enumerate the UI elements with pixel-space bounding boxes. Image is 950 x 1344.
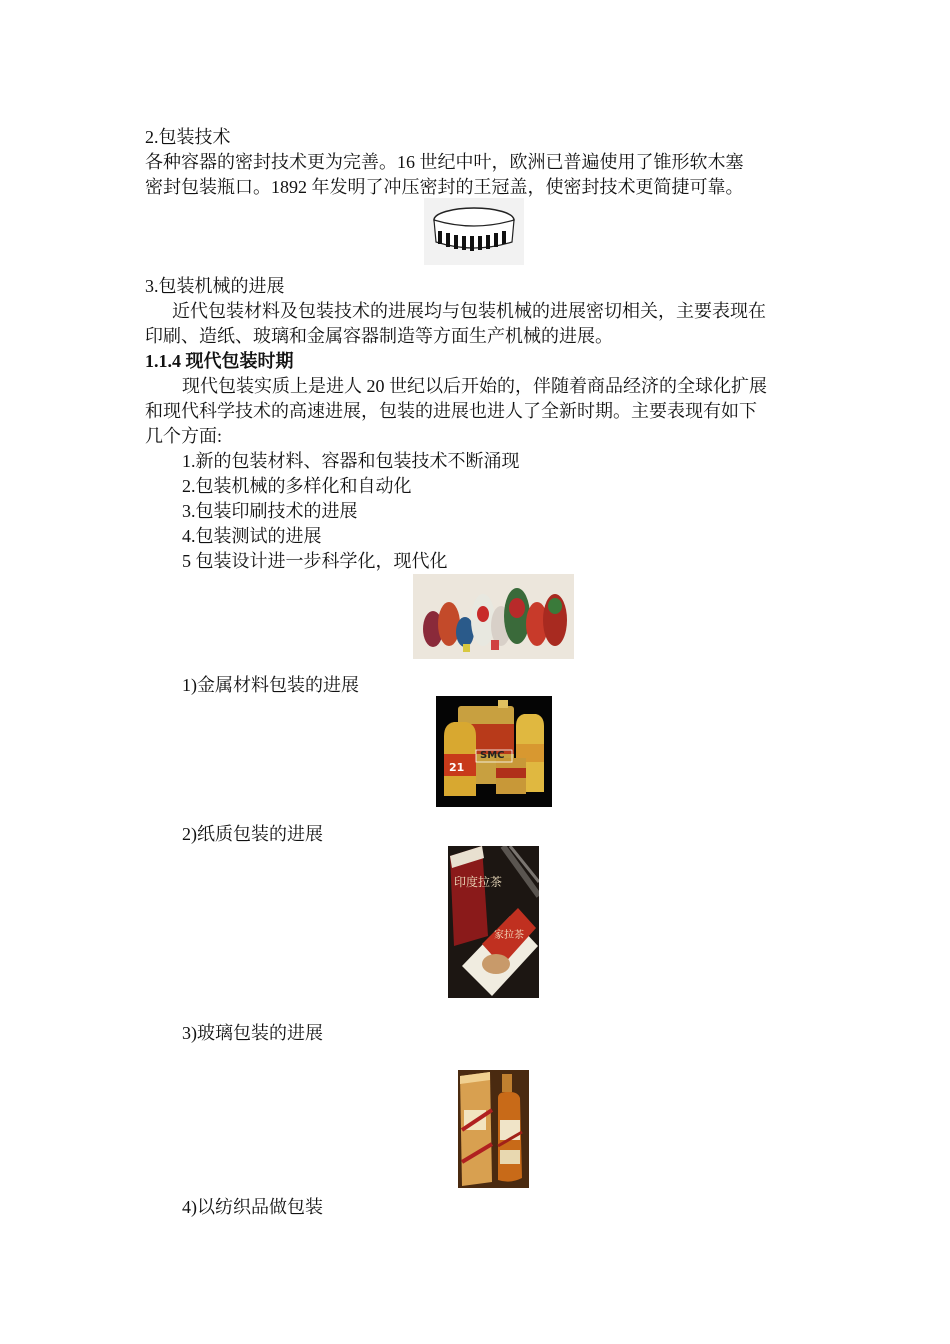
paragraph-line: 印刷、造纸、玻璃和金属容器制造等方面生产机械的进展。 <box>145 326 613 346</box>
heading-packaging-technology: 2.包装技术 <box>145 127 231 147</box>
subsection-paper: 2)纸质包装的进展 <box>182 824 323 844</box>
subsection-textile: 4)以纺织品做包装 <box>182 1197 323 1217</box>
list-item: 1.新的包装材料、容器和包装技术不断涌现 <box>182 451 520 471</box>
crown-cap-image <box>424 198 524 265</box>
list-item: 4.包装测试的进展 <box>182 526 322 546</box>
subsection-glass: 3)玻璃包装的进展 <box>182 1023 323 1043</box>
can-label-text: SMC <box>480 750 505 761</box>
glass-packaging-image <box>458 1070 529 1188</box>
paragraph-line: 几个方面: <box>145 426 223 446</box>
tea-box-label: 家拉茶 <box>494 930 524 941</box>
paragraph-line: 现代包装实质上是进人 20 世纪以后开始的，伴随着商品经济的全球化扩展 <box>182 376 767 396</box>
paragraph-line: 和现代科学技术的高速进展，包装的进展也进人了全新时期。主要表现有如下 <box>145 401 757 421</box>
paragraph-line: 近代包装材料及包装技术的进展均与包装机械的进展密切相关，主要表现在 <box>172 301 766 321</box>
textile-packaging-image <box>413 574 574 659</box>
heading-modern-packaging: 1.1.4 现代包装时期 <box>145 351 294 371</box>
heading-machinery-progress: 3.包装机械的进展 <box>145 276 285 296</box>
paragraph-line: 密封包装瓶口。1892 年发明了冲压密封的王冠盖，使密封技术更简捷可靠。 <box>145 177 744 197</box>
list-item: 3.包装印刷技术的进展 <box>182 501 358 521</box>
paper-packaging-image <box>448 846 539 998</box>
list-item: 5 包装设计进一步科学化，现代化 <box>182 551 448 571</box>
paragraph-line: 各种容器的密封技术更为完善。16 世纪中叶，欧洲已普遍使用了锥形软木塞 <box>145 152 744 172</box>
bottle-label-text: 21 <box>449 761 465 774</box>
tea-box-label: 印度拉茶 <box>454 875 503 889</box>
metal-packaging-image <box>436 696 552 807</box>
subsection-metal: 1)金属材料包装的进展 <box>182 675 359 695</box>
list-item: 2.包装机械的多样化和自动化 <box>182 476 412 496</box>
